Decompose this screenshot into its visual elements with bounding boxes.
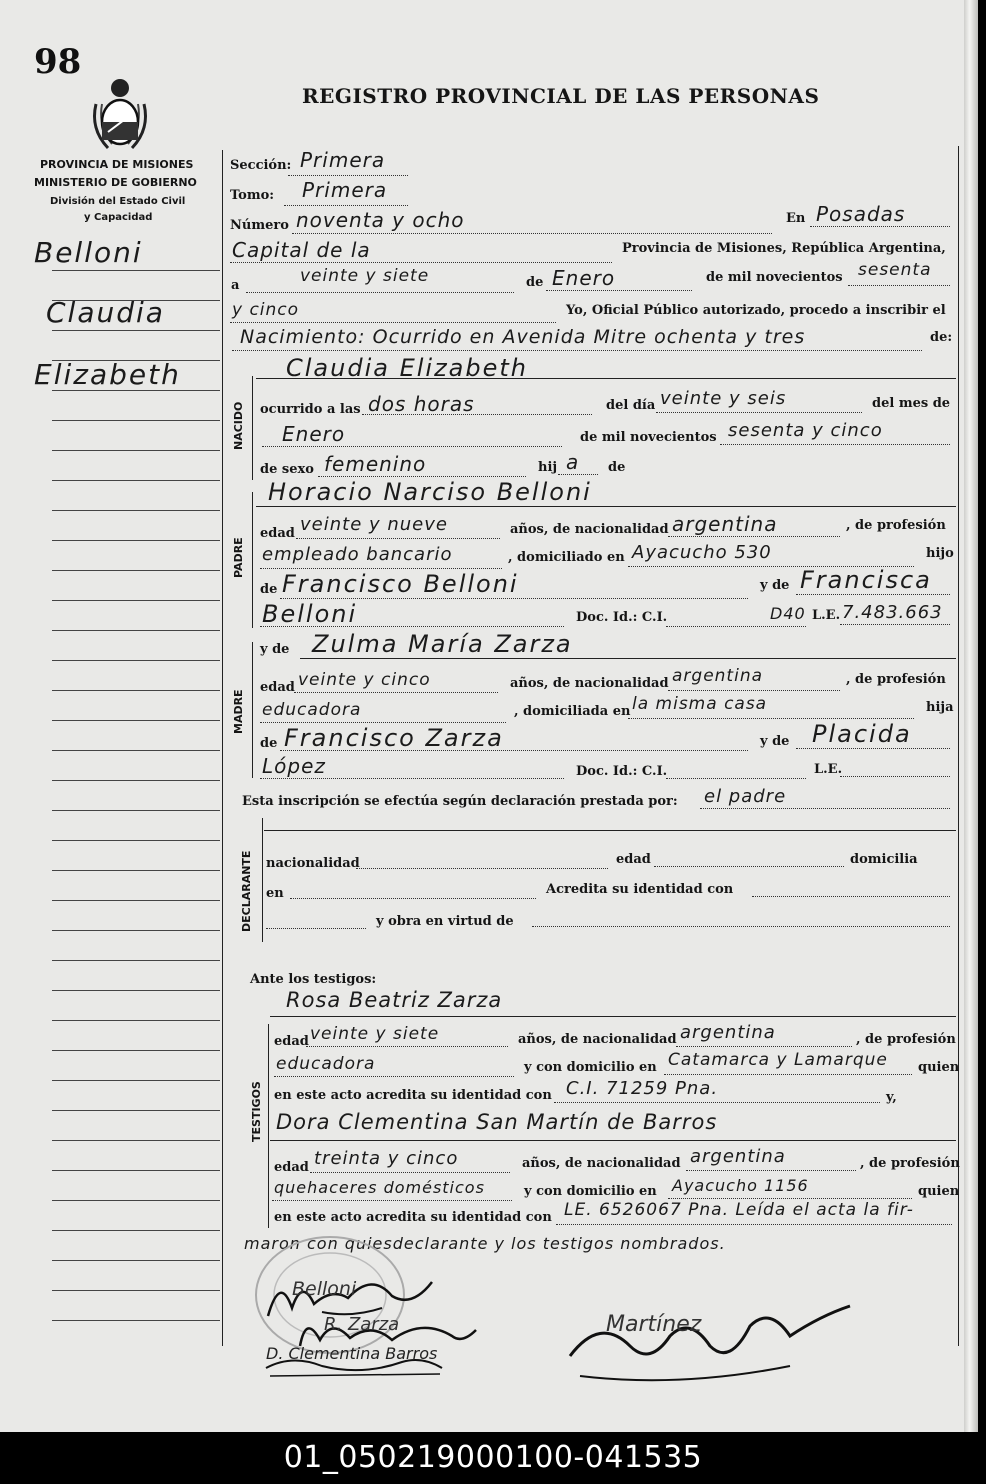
mes-nac-line [262,446,562,447]
abuela-paterna-line [796,594,950,595]
abuelo-materno-value: Francisco Zarza [284,724,504,752]
testigo2-nombre-line [270,1140,956,1141]
seccion-line [288,175,408,176]
page-number: 98 [34,42,82,82]
margin-divider [222,150,223,1346]
madre-prof-label: , de profesión [846,672,946,687]
padre-nac-label: años, de nacionalidad [510,522,669,537]
mil-novecientos-label: de mil novecientos [706,270,843,285]
t2-dom-label: y con domicilio en [524,1184,657,1199]
padre-prof-value: empleado bancario [262,544,453,565]
abuela-materna-ap-value: López [262,754,326,778]
testigos-side-label: TESTIGOS [250,1081,263,1142]
margin-rule [52,1290,220,1291]
abuela-materna-line [796,748,950,749]
province-label: PROVINCIA DE MISIONES [40,158,194,171]
mes-nac-value: Enero [282,422,346,446]
padre-nac-line [668,536,840,537]
madre-edad-value: veinte y cinco [298,670,431,690]
margin-rule [52,270,220,271]
madre-nac-value: argentina [672,666,764,686]
margin-rule [52,810,220,811]
del-dia-label: del día [606,398,656,413]
margin-rule [52,870,220,871]
madre-edad-line [294,692,498,693]
scan-caption: 01_050219000100-041535 [283,1440,703,1475]
testigo2-edad-value: treinta y cinco [314,1148,459,1169]
signature-witness1-text: R. Zarza [324,1314,400,1335]
lugar-value: Posadas [816,202,906,226]
t1-quien-label: quien [918,1060,960,1075]
hijo-label: hijo [926,546,954,561]
margin-rule [52,540,220,541]
del-mes-label: del mes de [872,396,951,411]
padre-edad-line [296,538,500,539]
anio-nac-line [720,444,950,445]
en-label: En [786,211,806,226]
tomo-label: Tomo: [230,188,275,203]
padre-side-label: PADRE [232,537,245,578]
capacity-label: y Capacidad [84,212,153,223]
madre-y-de-label: y de [260,642,290,657]
margin-rule [52,1230,220,1231]
testigo2-nombre-value: Dora Clementina San Martín de Barros [276,1110,718,1134]
margin-rule [52,750,220,751]
testigos-bracket [268,1024,269,1228]
padre-dom-label: , domiciliado en [508,550,625,565]
oficial-label: Yo, Oficial Público autorizado, procedo a inscribir el [566,303,946,318]
nacido-side-label: NACIDO [232,401,245,450]
t2-prof-label: , de profesión [860,1156,960,1171]
t1-prof-label: , de profesión [856,1032,956,1047]
madre-le-label: L.E. [814,762,843,777]
sexo-value: femenino [324,452,427,476]
seccion-value: Primera [300,148,386,172]
declarante-value: el padre [704,786,787,807]
numero-value: noventa y ocho [296,208,465,232]
padre-y-de-label: y de [760,578,790,593]
abuela-paterna-ap-line [260,626,564,627]
t2-dom-line [668,1198,912,1199]
de-mil-label: de mil novecientos [580,430,717,445]
anio-cont-line [230,322,556,323]
margin-rule [52,1080,220,1081]
padre-nombre-line [256,506,956,507]
decl-nac-label: nacionalidad [266,856,360,871]
declarante-bracket [262,818,263,942]
madre-dom-label: , domiciliada en [514,704,631,719]
t1-dom-label: y con domicilio en [524,1060,657,1075]
margin-rule [52,1020,220,1021]
margin-rule [52,570,220,571]
seccion-label: Sección: [230,158,292,173]
declarante-name-line [264,830,956,831]
margin-rule [52,780,220,781]
decl-acredita-label: Acredita su identidad con [546,882,734,897]
mes-value: Enero [552,266,616,290]
hij-label: hij [538,460,558,475]
dia-nac-line [656,412,862,413]
madre-y-de2-label: y de [760,734,790,749]
t1-edad-line [306,1046,508,1047]
nombre-line [256,378,956,379]
padre-edad-value: veinte y nueve [300,514,448,535]
madre-doc-label: Doc. Id.: C.I. [576,764,668,779]
de-padres-label: de [608,460,626,475]
t2-acredita-line [556,1224,952,1225]
margin-rule [52,360,220,361]
madre-nac-line [668,690,840,691]
tomo-line [284,205,408,206]
signature-father-text: Belloni [292,1278,357,1300]
nacido-bracket [252,376,253,480]
margin-rule [52,660,220,661]
ocurrido-label: ocurrido a las [260,402,361,417]
padre-dom-value: Ayacucho 530 [632,542,772,563]
margin-rule [52,930,220,931]
signature-official-text: Martínez [606,1312,702,1337]
madre-side-label: MADRE [232,689,245,734]
hora-value: dos horas [368,392,475,416]
provincia-label: Provincia de Misiones, República Argentina, [622,241,946,256]
margin-rule [52,1200,220,1201]
padre-le-value: 7.483.663 [842,602,943,623]
testigo1-edad-value: veinte y siete [310,1024,440,1044]
t1-nac-line [676,1046,852,1047]
decl-en-label: en [266,886,284,901]
capital-line [230,262,612,263]
margin-rule [52,900,220,901]
margin-rule [52,960,220,961]
declarante-side-label: DECLARANTE [240,850,253,932]
testigo1-nombre-value: Rosa Beatriz Zarza [286,988,503,1012]
margin-rule [52,1170,220,1171]
padre-le-label: L.E. [812,608,841,623]
madre-nombre-value: Zulma María Zarza [312,630,573,658]
margin-first-name: Claudia [46,296,165,329]
margin-rule [52,480,220,481]
decl-obra-line [532,926,950,927]
padre-bracket [252,492,253,628]
margin-rule [52,630,220,631]
signature-witness2-text: D. Clementina Barros [266,1344,438,1363]
t2-nac-label: años, de nacionalidad [522,1156,681,1171]
dia-line [246,292,514,293]
numero-line [292,233,772,234]
decl-line-a [266,928,366,929]
testigo2-dom-value: Ayacucho 1156 [672,1176,809,1195]
testigo1-nombre-line [270,1016,956,1017]
t1-dom-line [664,1074,912,1075]
signature-official-icon [560,1296,860,1396]
t2-acredita-label: en este acto acredita su identidad con [274,1210,552,1225]
abuelo-paterno-value: Francisco Belloni [282,570,519,598]
anio-value: sesenta [858,260,932,280]
margin-rule [52,1140,220,1141]
margin-surname: Belloni [34,236,143,269]
de-label: de [526,275,544,290]
madre-dom-value: la misma casa [632,694,768,714]
abuelo-materno-line [280,750,748,751]
margin-rule [52,1260,220,1261]
anio-line [848,285,950,286]
t1-acredita-label: en este acto acredita su identidad con [274,1088,552,1103]
margin-rule [52,420,220,421]
t2-quien-label: quien [918,1184,960,1199]
padre-edad-label: edad [260,526,295,541]
tomo-value: Primera [302,178,388,202]
madre-nac-label: años, de nacionalidad [510,676,669,691]
decl-dom-label: domicilia [850,852,918,867]
t2-prof-line [272,1200,512,1201]
testigo1-prof-value: educadora [276,1054,376,1074]
madre-dom-line [628,718,914,719]
testigos-label: Ante los testigos: [250,972,377,987]
nombre-value: Claudia Elizabeth [286,354,529,382]
division-label: División del Estado Civil [50,196,186,207]
coat-of-arms-icon [88,74,152,156]
margin-rule [52,720,220,721]
padre-doc-label: Doc. Id.: C.I. [576,610,668,625]
cierre-value: maron con quiesdeclarante y los testigos nombrados. [244,1234,726,1253]
de-colon-label: de: [930,330,953,345]
testigo2-id-value: LE. 6526067 Pna. Leída el acta la fir- [564,1200,914,1220]
margin-rule [52,390,220,391]
t2-edad-label: edad [274,1160,309,1175]
declarante-line [700,808,950,809]
abuela-paterna-ap-value: Belloni [262,600,358,628]
testigo1-dom-value: Catamarca y Lamarque [668,1050,888,1070]
t2-nac-line [686,1170,856,1171]
lugar-line [810,226,950,227]
document-title: REGISTRO PROVINCIAL DE LAS PERSONAS [302,84,820,108]
mes-line [546,290,692,291]
padre-doc-line [666,626,806,627]
padre-le-line [840,624,950,625]
margin-middle-name: Elizabeth [34,358,181,391]
testigo1-nac-value: argentina [680,1022,776,1043]
t1-nac-label: años, de nacionalidad [518,1032,677,1047]
dia-value: veinte y siete [300,266,430,286]
acto-value: Nacimiento: Ocurrido en Avenida Mitre ochenta y tres [240,326,806,348]
dia-nac-value: veinte y seis [660,388,787,409]
t1-y-label: y, [886,1090,897,1105]
decl-acredita-line [752,896,950,897]
padre-doc-prefix-value: D40 [770,604,806,623]
madre-prof-value: educadora [262,700,362,720]
t1-acredita-line [554,1102,880,1103]
margin-rule [52,1110,220,1111]
margin-rule [52,300,220,301]
padre-prof-label: , de profesión [846,518,946,533]
sexo-label: de sexo [260,462,314,477]
decl-edad-line [654,866,844,867]
inscripcion-label: Esta inscripción se efectúa según declaración prestada por: [242,794,678,809]
sexo-line [318,476,526,477]
margin-rule [52,600,220,601]
testigo2-nac-value: argentina [690,1146,786,1167]
hij-suffix-value: a [566,450,580,474]
margin-rule [52,840,220,841]
capital-value: Capital de la [232,238,371,262]
hija-label: hija [926,700,954,715]
margin-rule [52,1320,220,1321]
t1-edad-label: edad [274,1034,309,1049]
page-edge [964,0,978,1432]
madre-bracket [252,642,253,778]
margin-rule [52,450,220,451]
abuela-materna-value: Placida [812,720,912,748]
testigo1-id-value: C.I. 71259 Pna. [566,1078,719,1099]
decl-obra-label: y obra en virtud de [376,914,514,929]
padre-prof-line [260,568,502,569]
madre-edad-label: edad [260,680,295,695]
acto-line [232,350,922,351]
ministry-label: MINISTERIO DE GOBIERNO [34,176,197,189]
madre-doc-line [666,778,806,779]
numero-label: Número [230,218,289,233]
padre-nac-value: argentina [672,512,778,536]
hij-line [558,474,598,475]
anio-cont-value: y cinco [232,300,300,320]
a-label: a [231,278,240,293]
abuelo-paterno-line [280,598,748,599]
abuela-materna-ap-line [260,778,564,779]
t2-edad-line [310,1172,510,1173]
margin-rule [52,330,220,331]
margin-rule [52,510,220,511]
hora-line [362,414,592,415]
madre-le-line [840,776,950,777]
decl-nac-line [356,868,608,869]
abuela-paterna-value: Francisca [800,566,932,594]
margin-rule [52,1050,220,1051]
madre-de-label: de [260,736,278,751]
decl-en-line [290,898,536,899]
margin-rule [52,990,220,991]
anio-nac-value: sesenta y cinco [728,420,883,441]
t1-prof-line [274,1076,514,1077]
margin-rule [52,690,220,691]
madre-prof-line [260,722,506,723]
decl-edad-label: edad [616,852,651,867]
madre-nombre-line [300,658,956,659]
padre-nombre-value: Horacio Narciso Belloni [268,478,592,506]
testigo2-prof-value: quehaceres domésticos [274,1178,485,1197]
padre-de-label: de [260,582,278,597]
